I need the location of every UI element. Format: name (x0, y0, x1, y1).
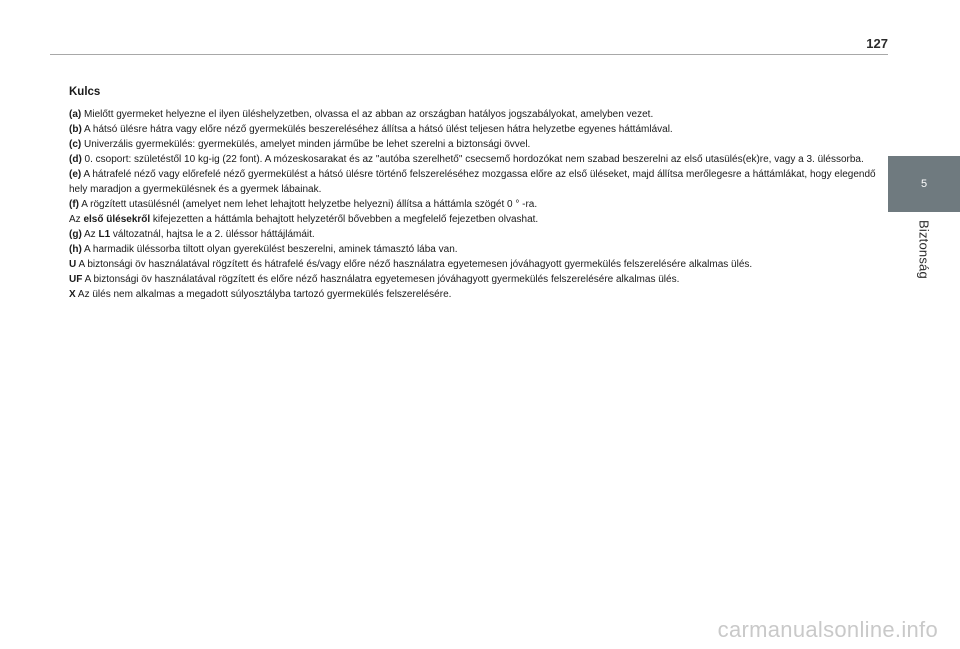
entry-key: (a) (69, 109, 82, 120)
entry-key: (c) (69, 139, 82, 150)
watermark: carmanualsonline.info (717, 617, 938, 642)
entry-text: Az (81, 229, 99, 240)
key-entry-h (69, 242, 877, 257)
key-entry-u (69, 257, 877, 272)
entry-emphasis: első ülésekről (83, 214, 151, 225)
key-entry-a (69, 107, 877, 122)
entry-text: A hátrafelé néző vagy előrefelé néző gyermekülést a hátsó ülésre történő felszereléséhez mozgassa előre az első üléseket, majd állítsa merőlegesre a háttámlákat, hogy elegendő hely maradjon a gyermekülésnek és a gyermek lábainak. (69, 169, 876, 195)
entry-key: (e) (69, 169, 82, 180)
entry-text: Az ülés nem alkalmas a megadott súlyosztályba tartozó gyermekülés felszerelésére. (75, 289, 452, 300)
entry-key: (d) (69, 154, 82, 165)
header-divider (50, 54, 888, 55)
entry-text: Az (69, 214, 84, 225)
chapter-tab[interactable]: 5 (888, 156, 960, 212)
entry-key: (h) (69, 244, 82, 255)
entry-key: (b) (69, 124, 82, 135)
entry-key: (g) (69, 229, 82, 240)
key-entry-uf (69, 272, 877, 287)
entry-key: U (69, 259, 77, 270)
entry-emphasis: L1 (98, 229, 111, 240)
key-section (69, 86, 877, 302)
entry-text: A biztonsági öv használatával rögzített és hátrafelé és/vagy előre néző használatra egyetemesen jóváhagyott gyermekülés felszerelésére alkalmas ülés. (76, 259, 753, 270)
entry-text: A rögzített utasülésnél (amelyet nem lehet lehajtott helyzetbe helyezni) állítsa a háttámla szögét 0 ° -ra. (79, 199, 538, 210)
entry-text-after: kifejezetten a háttámla behajtott helyzetéről bővebben a megfelelő fejezetben olvashat. (150, 214, 539, 225)
key-entry-x (69, 287, 877, 302)
entry-key: (f) (69, 199, 79, 210)
page-number: 127 (866, 36, 888, 51)
entry-text: Mielőtt gyermeket helyezne el ilyen üléshelyzetben, olvassa el az abban az országban hatályos jogszabályokat, amelyben vezet. (81, 109, 654, 120)
key-entry-b (69, 122, 877, 137)
key-entry-e (69, 167, 877, 197)
chapter-title: Biztonság (916, 220, 932, 279)
entry-text: 0. csoport: születéstől 10 kg-ig (22 font). A mózeskosarakat és az "autóba szerelhető" csecsemő hordozókat nem szabad beszerelni az első utasülés(ek)re, vagy a 3. üléssorba. (81, 154, 864, 165)
key-entry-front-seats-note (69, 212, 877, 227)
entry-key: UF (69, 274, 83, 285)
key-entry-g (69, 227, 877, 242)
chapter-title-tab (888, 220, 960, 310)
key-entry-c (69, 137, 877, 152)
entry-text: Univerzális gyermekülés: gyermekülés, amelyet minden járműbe be lehet szerelni a biztonsági övvel. (81, 139, 531, 150)
key-entry-d (69, 152, 877, 167)
entry-text: A hátsó ülésre hátra vagy előre néző gyermekülés beszereléséhez állítsa a hátsó ülést teljesen hátra helyzetbe egyenes háttámlával. (81, 124, 673, 135)
key-entry-f (69, 197, 877, 212)
entry-text-after: változatnál, hajtsa le a 2. üléssor háttájlámáit. (110, 229, 315, 240)
section-heading: Kulcs (69, 86, 101, 98)
entry-text: A biztonsági öv használatával rögzített és előre néző használatra egyetemesen jóváhagyott gyermekülés felszerelésére alkalmas ülés. (82, 274, 680, 285)
entry-text: A harmadik üléssorba tiltott olyan gyerekülést beszerelni, aminek támasztó lába van. (81, 244, 458, 255)
entry-key: X (69, 289, 76, 300)
